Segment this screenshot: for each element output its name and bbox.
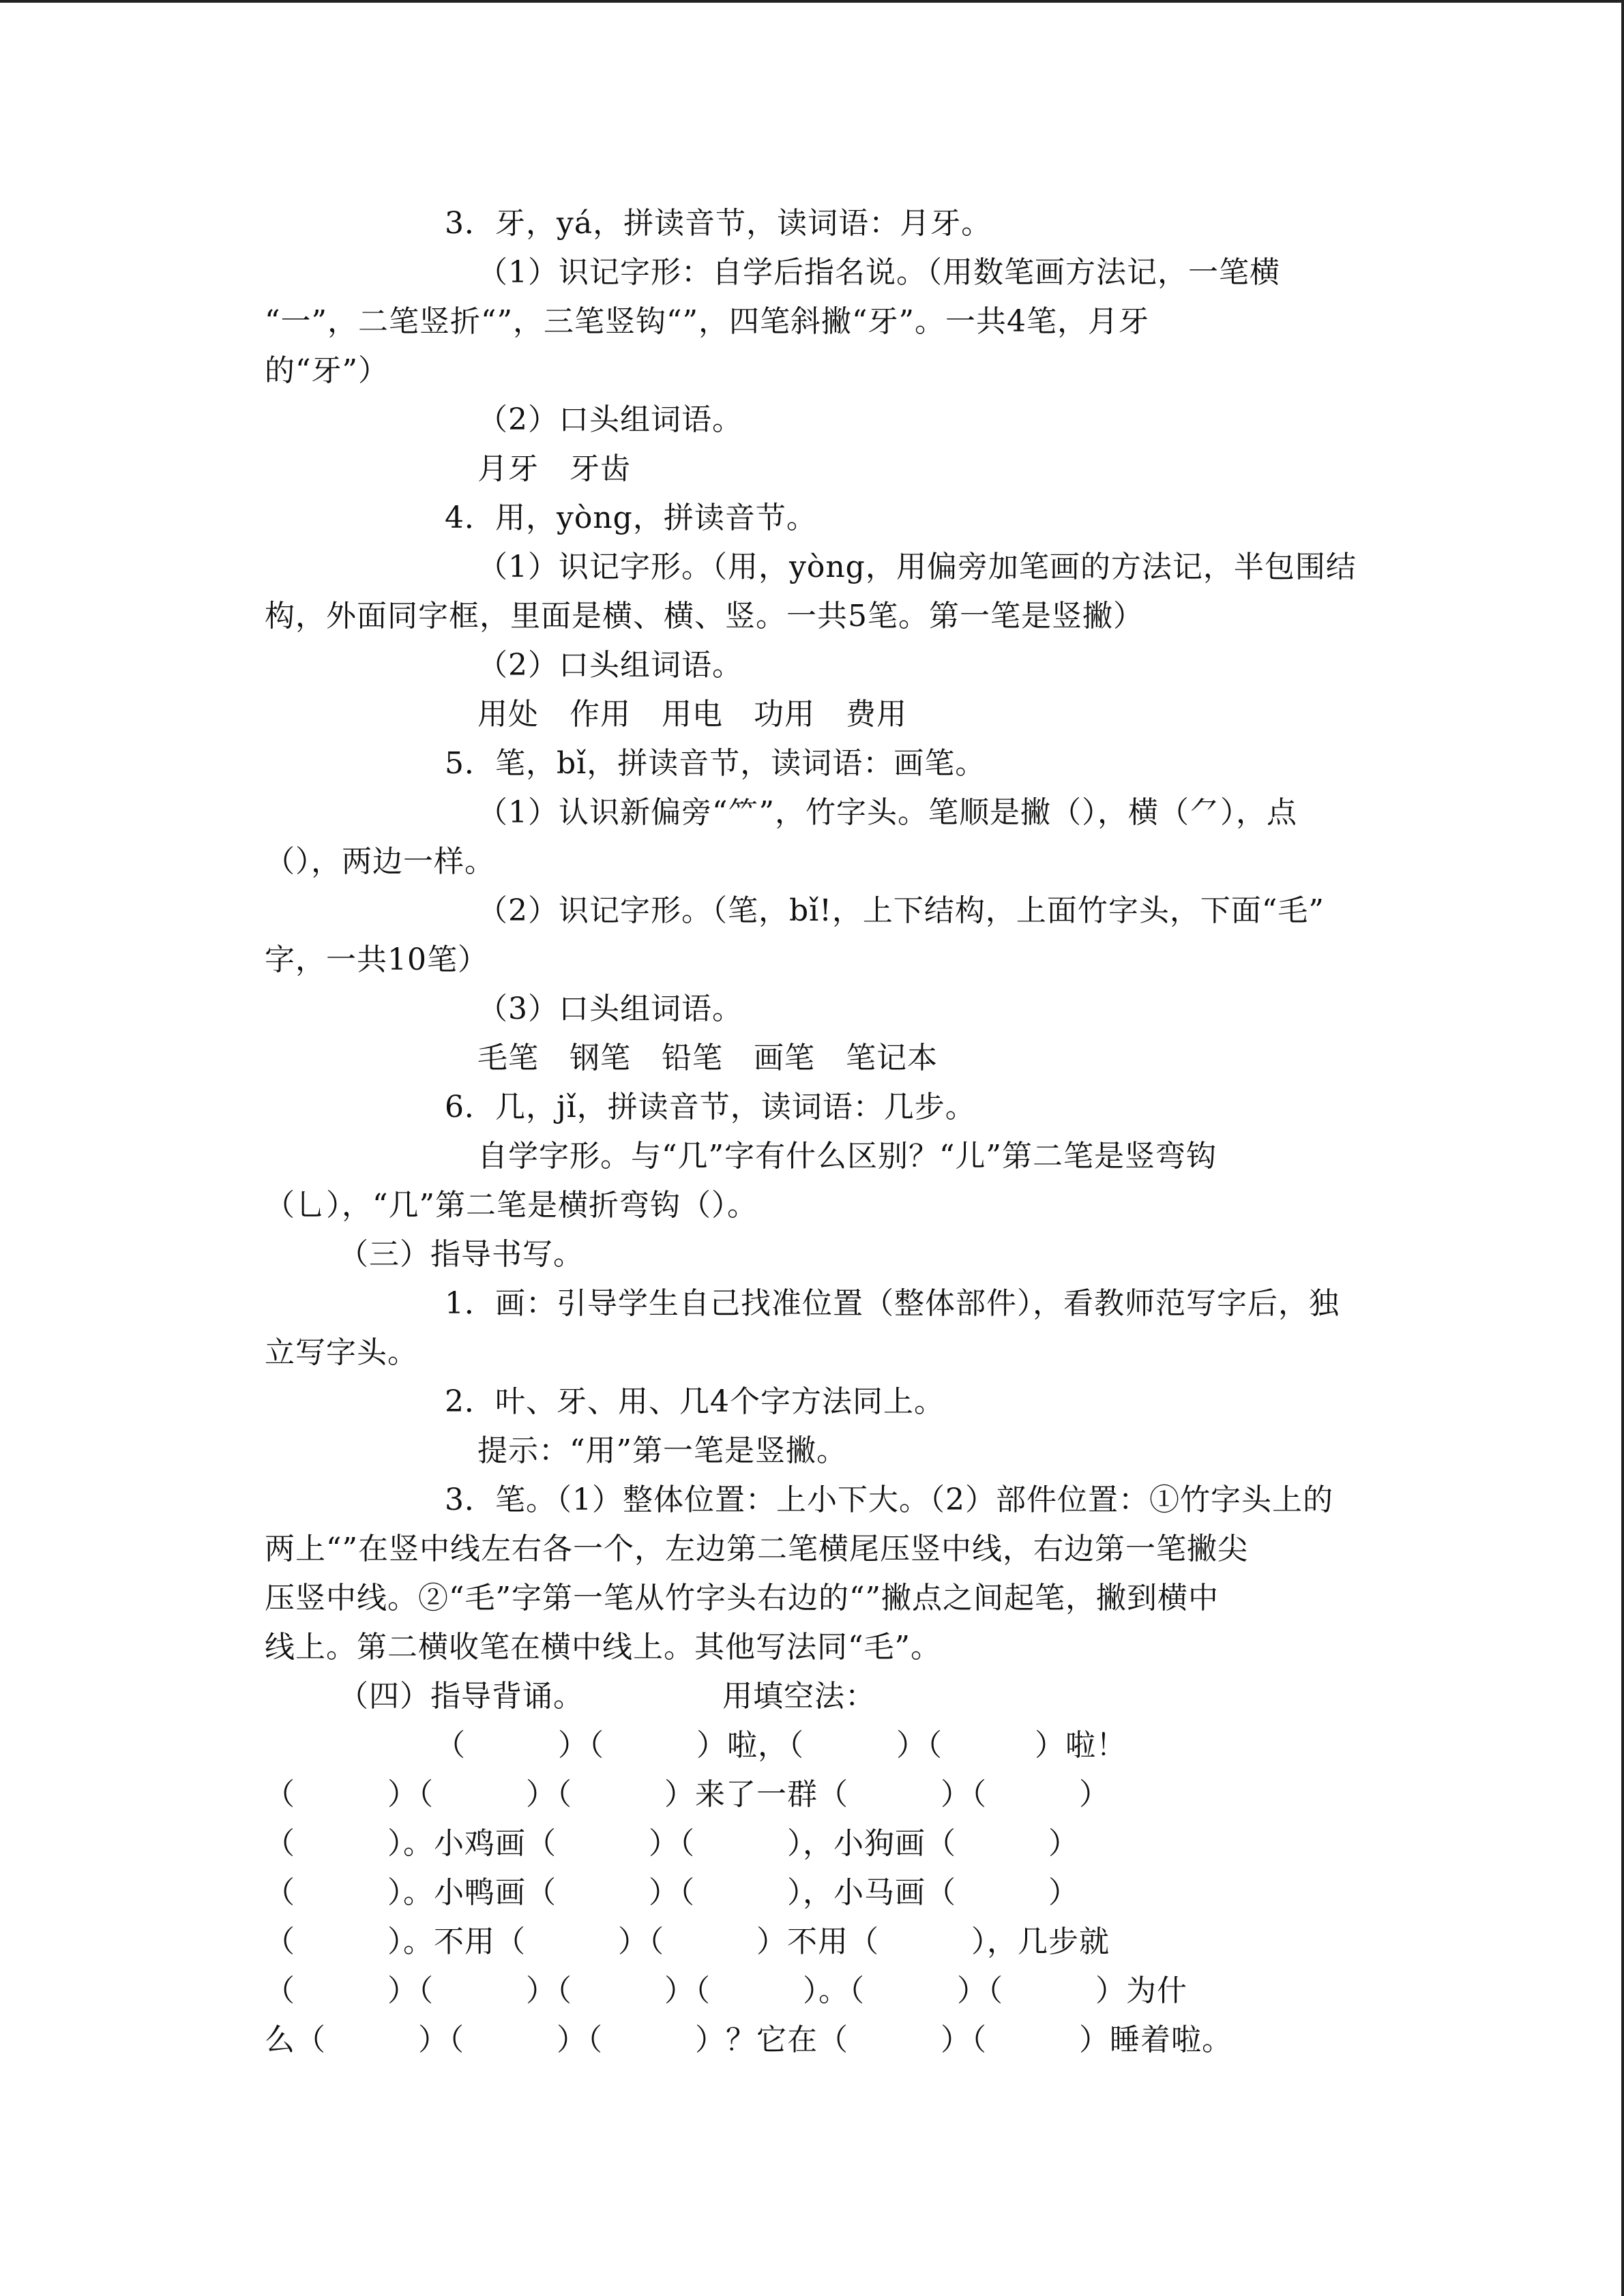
text-line: （3）口头组词语。: [477, 992, 743, 1026]
document-page: [265, 199, 1363, 2065]
word-list: 毛笔 钢笔 铅笔 画笔 笔记本: [477, 1041, 938, 1075]
text-line: 压竖中线。②“毛”字第一笔从竹字头右边的“”撇点之间起笔，撇到横中: [265, 1581, 1219, 1615]
fill-blank-line: （ ）。小鸭画（ ）（ ），小马画（ ）: [265, 1875, 1079, 1910]
fill-blank-line: （ ）（ ）啦，（ ）（ ）啦！: [435, 1728, 1127, 1763]
text-line: （），两边一样。: [265, 844, 495, 879]
word-list: 用处 作用 用电 功用 费用: [477, 697, 907, 732]
fill-blank-line: （ ）。不用（ ）（ ）不用（ ），几步就: [265, 1924, 1110, 1959]
text-line: 线上。第二横收笔在横中线上。其他写法同“毛”。: [265, 1630, 941, 1665]
text-line: （1）识记字形：自学后指名说。（用数笔画方法记，一笔横: [477, 255, 1280, 290]
text-line: （2）口头组词语。: [477, 402, 743, 437]
text-line: （2）识记字形。（笔，bǐ!，上下结构，上面竹字头，下面“毛”: [477, 893, 1325, 928]
text-line: 4．用，yòng，拼读音节。: [445, 501, 817, 535]
text-line: （2）口头组词语。: [477, 648, 743, 683]
text-line: 两上“”在竖中线左右各一个，左边第二笔横尾压竖中线，右边第一笔撇尖: [265, 1532, 1248, 1566]
fill-blank-line: （ ）。小鸡画（ ）（ ），小狗画（ ）: [265, 1826, 1079, 1861]
fill-blank-line: （ ）（ ）（ ）（ ）。（ ）（ ）为什: [265, 1973, 1187, 2008]
text-line: （1）识记字形。（用，yòng，用偏旁加笔画的方法记，半包围结: [477, 550, 1357, 584]
text-line: 2．叶、牙、用、几4个字方法同上。: [445, 1384, 945, 1419]
fill-blank-line: （ ）（ ）（ ）来了一群（ ）（ ）: [265, 1777, 1110, 1812]
text-line: 提示：“用”第一笔是竖撇。: [477, 1433, 847, 1468]
text-line: （乚），“几”第二笔是横折弯钩（）。: [265, 1188, 758, 1223]
text-line: （1）认识新偏旁“⺮”，竹字头。笔顺是撇（），横（⺈），点: [477, 795, 1297, 830]
fill-blank-line: 么（ ）（ ）（ ）？它在（ ）（ ）睡着啦。: [265, 2023, 1232, 2057]
word-list: 月牙 牙齿: [477, 451, 631, 486]
section-heading: （三）指导书写。: [338, 1237, 584, 1272]
text-line: “一”，二笔竖折“”，三笔竖钩“”，四笔斜撇“牙”。一共4笔，月牙: [265, 304, 1149, 339]
text-line: 立写字头。: [265, 1335, 418, 1370]
text-line: 字，一共10笔）: [265, 942, 488, 977]
page-right-border: [1621, 0, 1624, 2296]
page-top-border: [0, 0, 1624, 3]
text-line: 3．牙，yá，拼读音节，读词语：月牙。: [445, 206, 992, 241]
section-heading: （四）指导背诵。 用填空法：: [338, 1679, 876, 1714]
text-line: 1．画：引导学生自己找准位置（整体部件），看教师范写字后，独: [445, 1286, 1340, 1321]
text-line: 5．笔，bǐ，拼读音节，读词语：画笔。: [445, 746, 986, 781]
text-line: 构，外面同字框，里面是横、横、竖。一共5笔。第一笔是竖撇）: [265, 599, 1144, 633]
text-line: 6．几，jǐ，拼读音节，读词语：几步。: [445, 1090, 976, 1124]
text-line: 3．笔。（1）整体位置：上小下大。（2）部件位置：①竹字头上的: [445, 1482, 1333, 1517]
text-line: 的“牙”）: [265, 353, 389, 388]
text-line: 自学字形。与“几”字有什么区别？“儿”第二笔是竖弯钩: [477, 1139, 1217, 1174]
